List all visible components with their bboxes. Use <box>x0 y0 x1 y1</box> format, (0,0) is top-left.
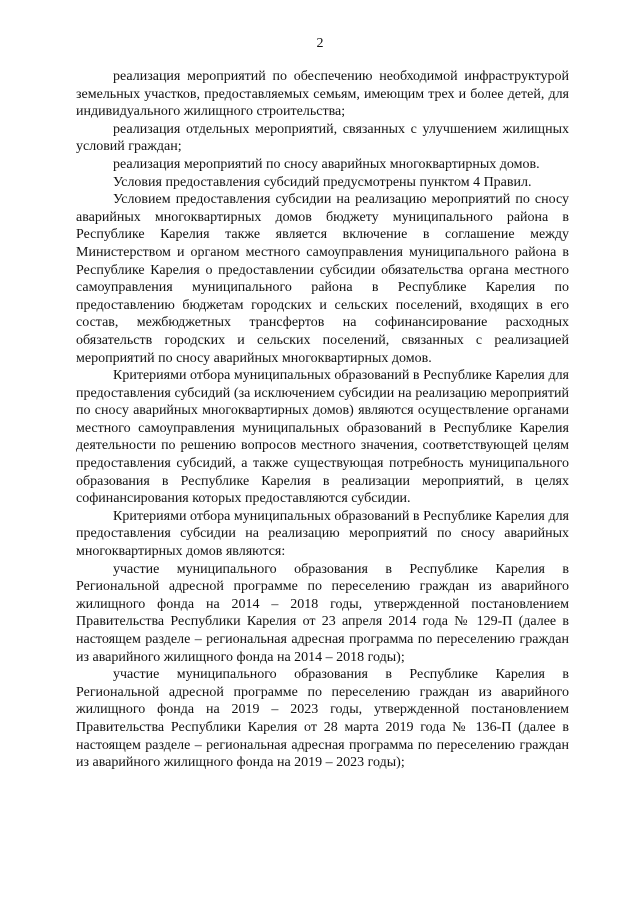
document-body <box>76 68 569 772</box>
paragraph-housing-conditions-measures: реализация отдельных мероприятий, связанных с улучшением жилищных условий граждан; <box>76 121 569 155</box>
paragraph-selection-criteria-demolition: Критериями отбора муниципальных образований в Республике Карелия для предоставления субсидии на реализацию мероприятий по сносу аварийных многоквартирных домов являются: <box>76 508 569 560</box>
paragraph-subsidy-conditions: Условия предоставления субсидий предусмотрены пунктом 4 Правил. <box>113 174 532 190</box>
paragraph-infrastructure-measures: реализация мероприятий по обеспечению необходимой инфраструктурой земельных участков, предоставляемых семьям, имеющим трех и более детей, для индивидуального жилищного строительства; <box>76 69 569 120</box>
paragraph-demolition-subsidy-condition: Условием предоставления субсидии на реализацию мероприятий по сносу аварийных многоквартирных домов бюджету муниципального района в Республике Карелия также является включение в соглашение между Министерством и органом местного самоуправления муниципального района в Республике Карелия о предоставлении субсидии обязательства органа местного самоуправления муниципального района в Республике Карелия по предоставлению бюджетам городских и сельских поселений, входящих в его состав, межбюджетных трансфертов на софинансирование расходных обязательств городских и сельских поселений, связанных с реализацией мероприятий по сносу аварийных многоквартирных домов. <box>76 192 569 366</box>
paragraph-selection-criteria-general: Критериями отбора муниципальных образований в Республике Карелия для предоставления субсидий (за исключением субсидии на реализацию мероприятий по сносу аварийных многоквартирных домов) являются осуществление органами местного самоуправления муниципальных образований в Республике Карелия деятельности по решению вопросов местного значения, соответствующей целям предоставления субсидий, а также существующая потребность муниципального образования в Республике Карелия в реализации мероприятий, в целях софинансирования которых предоставляются субсидии. <box>76 368 569 507</box>
paragraph-program-2014-2018: участие муниципального образования в Республике Карелия в Региональной адресной программе по переселению граждан из аварийного жилищного фонда на 2014 – 2018 годы, утвержденной постановлением Правительства Республики Карелия от 23 апреля 2014 года № 129-П (далее в настоящем разделе – региональная адресная программа по переселению граждан из аварийного жилищного фонда на 2014 – 2018 годы); <box>76 561 569 665</box>
page-number: 2 <box>316 36 324 51</box>
paragraph-demolition-measures: реализация мероприятий по сносу аварийных многоквартирных домов. <box>113 156 540 172</box>
paragraph-program-2019-2023: участие муниципального образования в Республике Карелия в Региональной адресной программе по переселению граждан из аварийного жилищного фонда на 2019 – 2023 годы, утвержденной постановлением Правительства Республики Карелия от 28 марта 2019 года № 136-П (далее в настоящем разделе – региональная адресная программа по переселению граждан из аварийного жилищного фонда на 2019 – 2023 годы); <box>76 667 569 771</box>
